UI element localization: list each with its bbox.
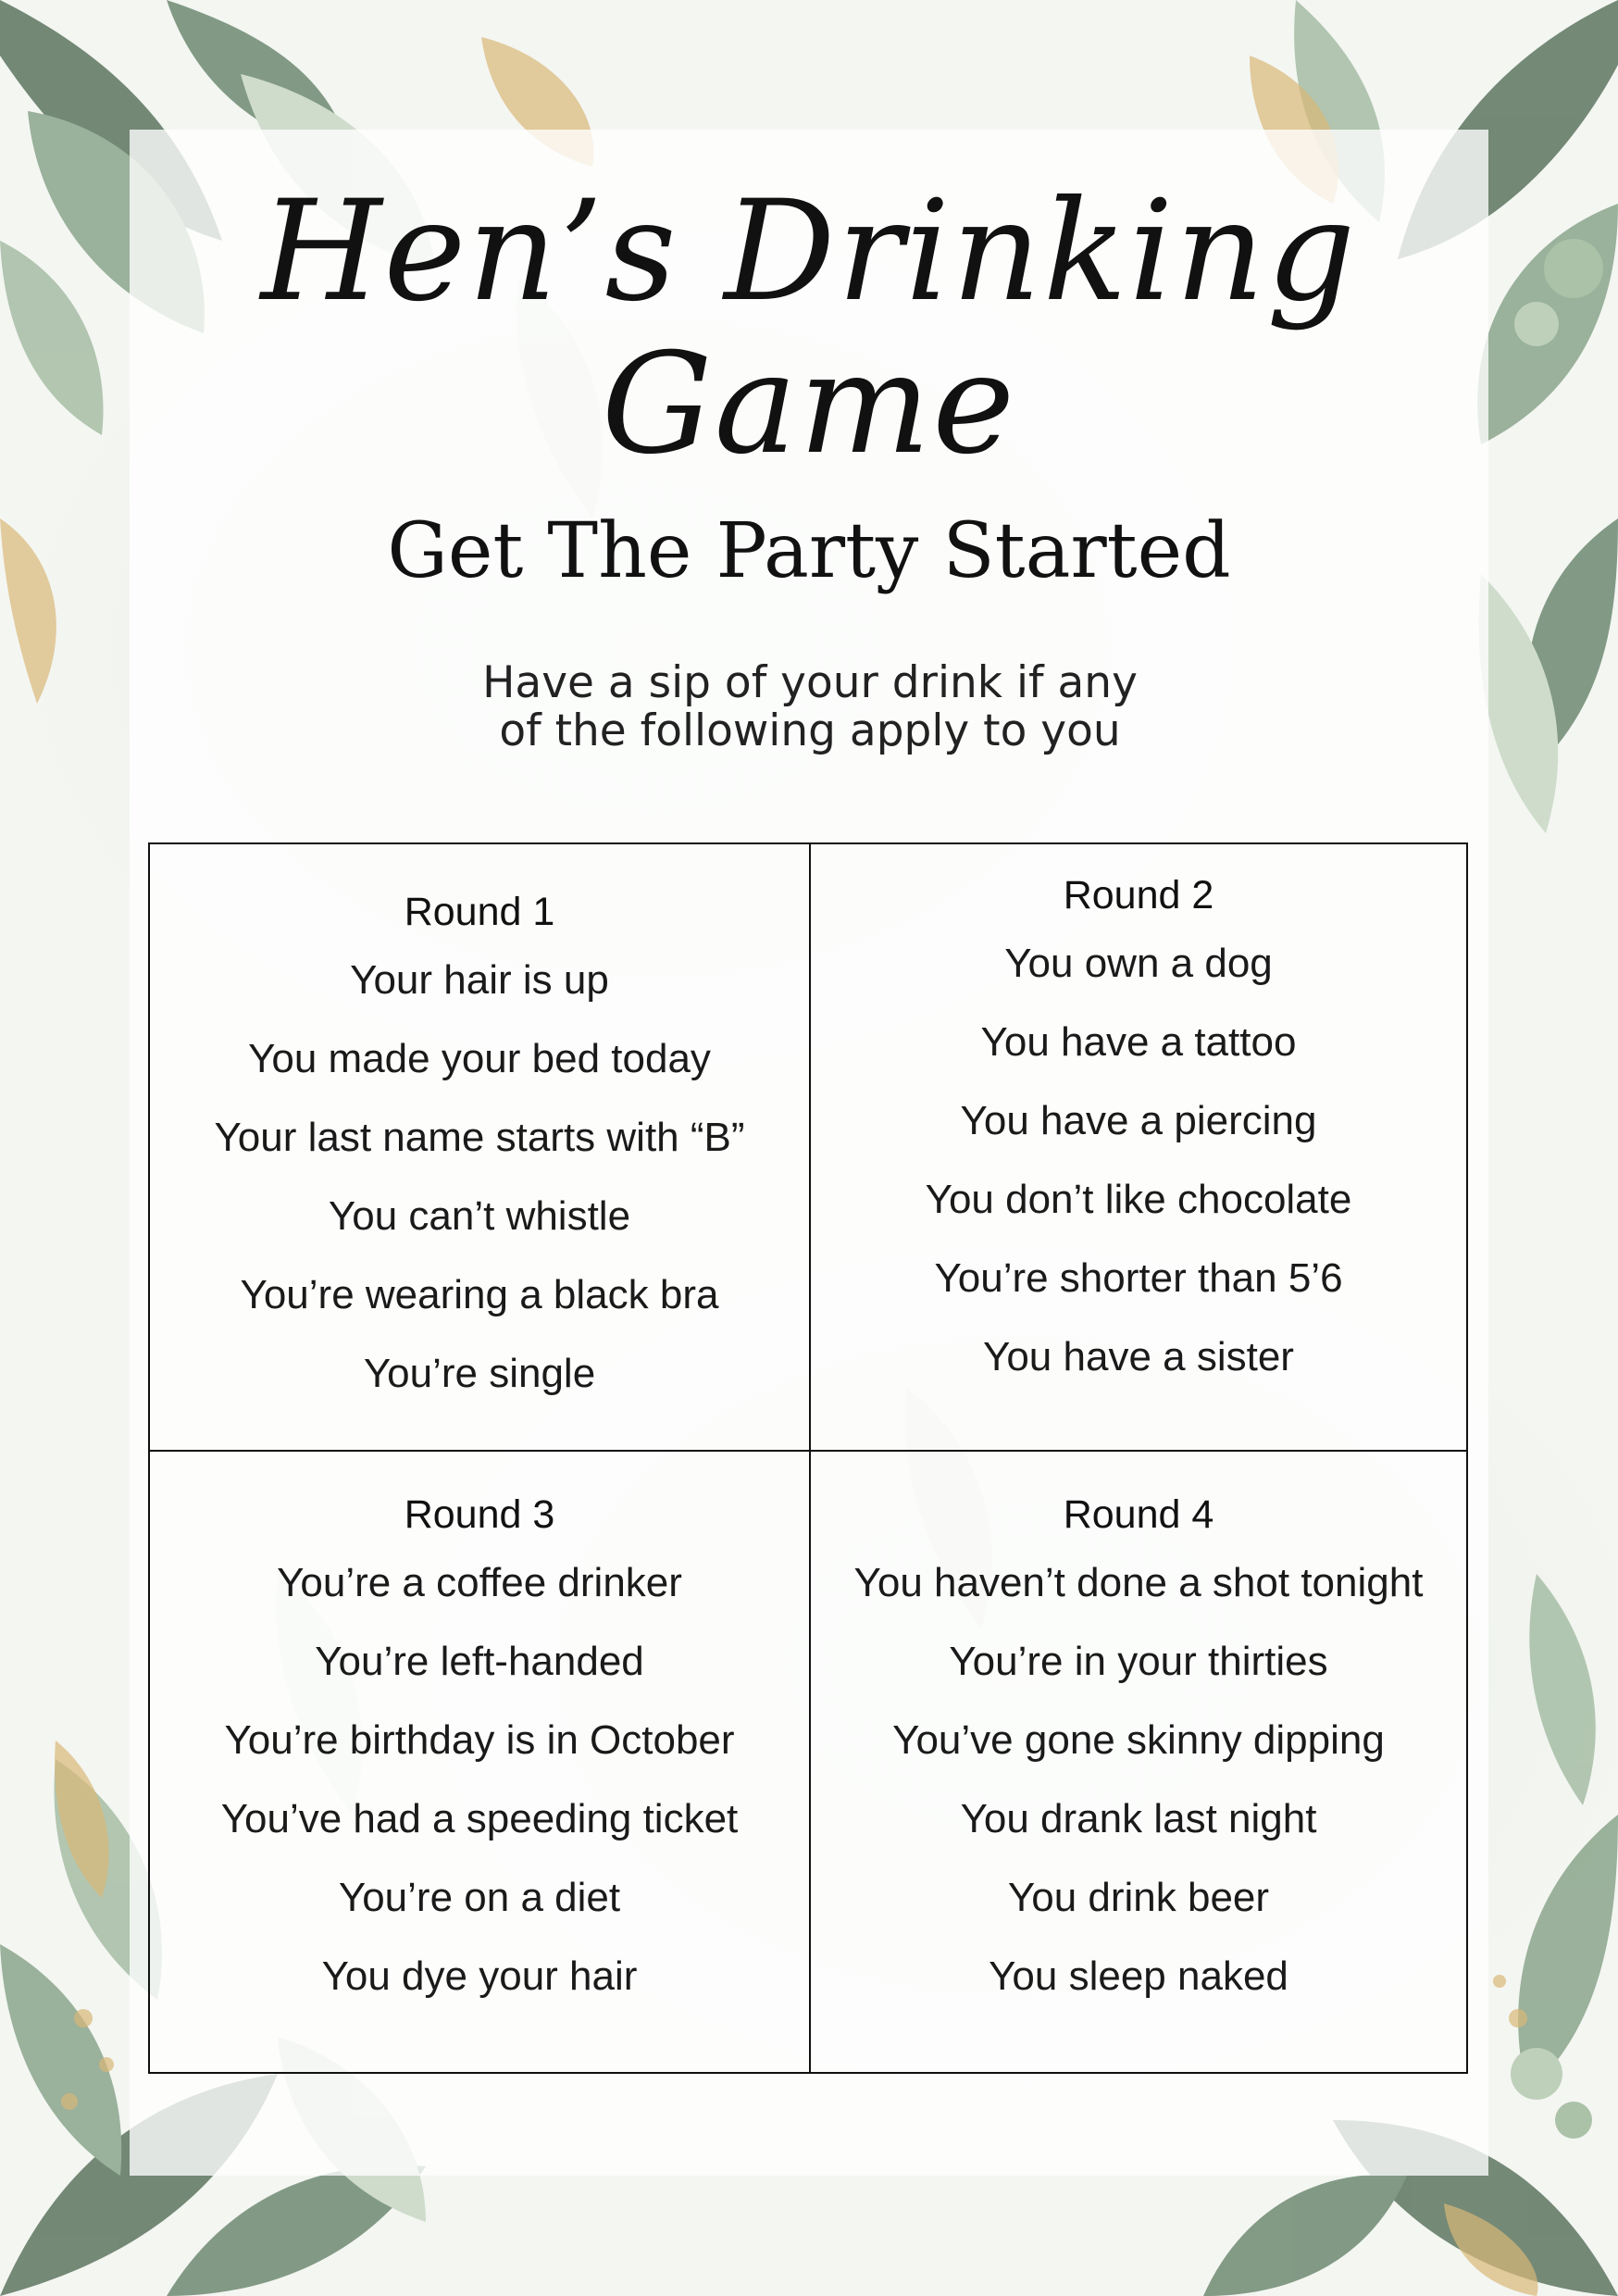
instructions [407,659,1213,755]
round-4-list [809,1543,1468,2015]
round-3-title: Round 3 [404,1492,555,1537]
list-item: You’re a coffee drinker [277,1560,682,1605]
round-2-list [809,924,1468,1396]
list-item: You don’t like chocolate [925,1177,1352,1222]
instructions-line-1: Have a sip of your drink if any [482,657,1138,708]
round-2-title: Round 2 [1063,873,1214,917]
list-item: You can’t whistle [328,1193,631,1239]
page-subtitle: Get The Party Started [387,507,1231,595]
list-item: You’re in your thirties [949,1639,1328,1684]
round-1-list [150,941,809,1413]
round-2-card [809,867,1468,1396]
list-item: You’re wearing a black bra [240,1272,719,1317]
list-item: You drank last night [960,1796,1317,1841]
list-item: You own a dog [1004,941,1273,986]
list-item: You have a tattoo [980,1019,1297,1065]
rounds-grid [148,842,1468,2074]
list-item: You made your bed today [248,1036,711,1081]
list-item: You’re on a diet [338,1875,621,1920]
list-item: You haven’t done a shot tonight [853,1560,1424,1605]
list-item: You’ve gone skinny dipping [892,1717,1385,1763]
page-title: Hen’s Drinking Game [260,171,1358,485]
round-3-card [150,1486,809,2015]
round-1-card [150,883,809,1413]
list-item: You have a sister [983,1334,1294,1379]
list-item: You drink beer [1007,1875,1270,1920]
list-item: You dye your hair [321,1953,638,1999]
list-item: You’re shorter than 5’6 [934,1255,1343,1301]
round-3-list [150,1543,809,2015]
round-4-title: Round 4 [1063,1492,1214,1537]
list-item: You’re left-handed [315,1639,644,1684]
instructions-line-2: of the following apply to you [499,705,1121,756]
round-1-title: Round 1 [404,890,555,934]
list-item: You sleep naked [989,1953,1288,1999]
list-item: You’ve had a speeding ticket [220,1796,739,1841]
list-item: You’re birthday is in October [224,1717,735,1763]
grid-divider-horizontal [150,1450,1466,1452]
list-item: You’re single [363,1351,596,1396]
round-4-card [809,1486,1468,2015]
list-item: You have a piercing [960,1098,1317,1143]
list-item: Your hair is up [350,957,609,1003]
list-item: Your last name starts with “B” [214,1115,745,1160]
